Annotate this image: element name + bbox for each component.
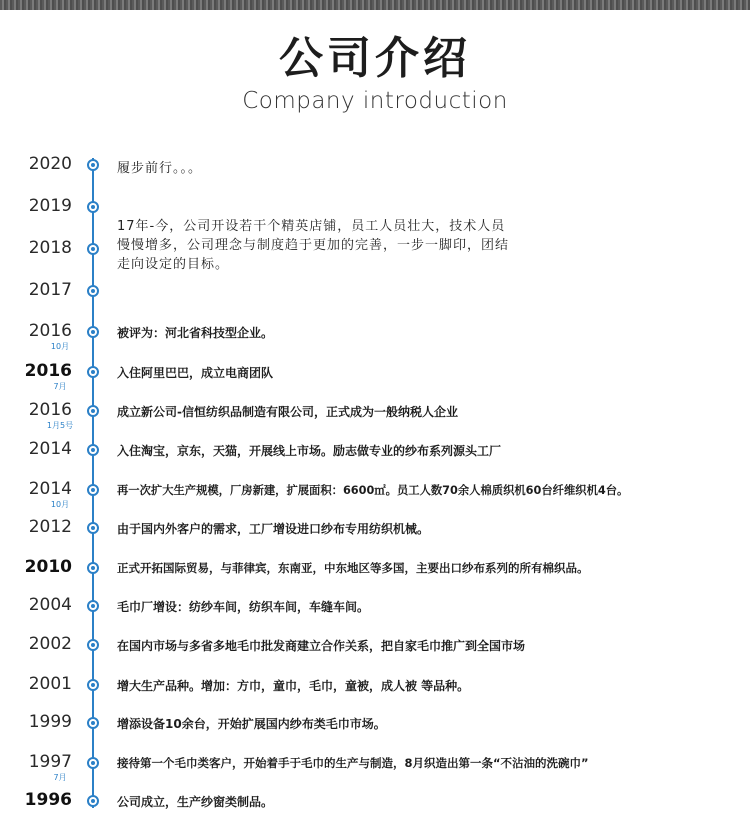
timeline-entry (0, 557, 750, 577)
timeline-dot-icon (87, 679, 99, 691)
timeline-subdate: 7月 (53, 382, 67, 391)
timeline-description: 入住阿里巴巴，成立电商团队 (117, 366, 274, 380)
timeline-dot-icon (87, 444, 99, 456)
timeline-year: 2014 (28, 439, 72, 459)
timeline-entry (0, 479, 750, 509)
timeline-dot-icon (87, 795, 99, 807)
timeline-year: 2019 (28, 196, 72, 216)
timeline-entry (0, 674, 750, 694)
timeline-entry (0, 790, 750, 810)
timeline-dot-icon (87, 757, 99, 769)
timeline-description: 被评为：河北省科技型企业。 (117, 326, 274, 340)
timeline-dot-icon (87, 326, 99, 338)
timeline-description: 毛巾厂增设：纺纱车间，纺织车间，车缝车间。 (117, 600, 370, 614)
timeline-description: 接待第一个毛巾类客户，开始着手于毛巾的生产与制造，8月织造出第一条“不沾油的洗碗巾” (117, 756, 589, 770)
timeline-entry (0, 712, 750, 732)
timeline-description: 入住淘宝，京东，天猫，开展线上市场。励志做专业的纱布系列源头工厂 (117, 444, 502, 458)
timeline-subdate: 10月 (50, 342, 70, 351)
timeline-year: 2016 (28, 400, 72, 420)
intro-line: 慢慢增多，公司理念与制度趋于更加的完善，一步一脚印，团结 (117, 238, 510, 253)
timeline-entry (0, 752, 750, 782)
page-title: 公司介绍 (279, 33, 471, 84)
timeline-description: 增添设备10余台，开始扩展国内纱布类毛巾市场。 (117, 717, 386, 731)
timeline-subdate: 7月 (53, 773, 67, 782)
timeline-dot-icon (87, 243, 99, 255)
timeline-description: 增大生产品种。增加：方巾，童巾，毛巾，童被，成人被 等品种。 (117, 679, 470, 693)
intro-paragraph (117, 217, 617, 274)
timeline-year: 2012 (28, 517, 72, 537)
timeline-year: 2018 (28, 238, 72, 258)
timeline-dot-icon (87, 201, 99, 213)
intro-line: 走向设定的目标。 (117, 257, 230, 272)
timeline-description: 履步前行。。。 (117, 161, 203, 176)
timeline-entry (0, 321, 750, 351)
timeline-entry (0, 154, 750, 176)
timeline-year: 2016 (28, 321, 72, 341)
timeline-year: 2004 (28, 595, 72, 615)
timeline-dot-icon (87, 600, 99, 612)
timeline-description: 由于国内外客户的需求，工厂增设进口纱布专用纺织机械。 (117, 522, 430, 536)
timeline-dot-icon (87, 562, 99, 574)
timeline-dot-icon (87, 717, 99, 729)
timeline-year: 2001 (28, 674, 72, 694)
timeline-entry (0, 634, 750, 654)
timeline-entry (0, 280, 750, 300)
timeline-description: 在国内市场与多省多地毛巾批发商建立合作关系，把自家毛巾推广到全国市场 (117, 639, 526, 653)
timeline-year: 2016 (24, 361, 72, 381)
timeline-year: 2014 (28, 479, 72, 499)
top-decorative-border (0, 0, 750, 10)
timeline-dot-icon (87, 285, 99, 297)
timeline-dot-icon (87, 484, 99, 496)
timeline-year: 2017 (28, 280, 72, 300)
timeline-year: 1997 (28, 752, 72, 772)
timeline-description: 正式开拓国际贸易，与菲律宾，东南亚，中东地区等多国，主要出口纱布系列的所有棉织品。 (117, 561, 589, 575)
timeline-year: 1996 (24, 790, 72, 810)
intro-line: 17年-今，公司开设若干个精英店铺，员工人员壮大，技术人员 (117, 219, 506, 234)
timeline-entry (0, 595, 750, 615)
timeline-dot-icon (87, 522, 99, 534)
timeline-entry (0, 439, 750, 459)
timeline-dot-icon (87, 159, 99, 171)
timeline-axis (92, 158, 94, 808)
timeline-dot-icon (87, 405, 99, 417)
timeline-year: 2002 (28, 634, 72, 654)
timeline-dot-icon (87, 366, 99, 378)
timeline-year: 2020 (28, 154, 72, 174)
timeline-year: 2010 (24, 557, 72, 577)
timeline-entry (0, 361, 750, 391)
timeline-entry (0, 517, 750, 537)
timeline-description: 公司成立，生产纱窗类制品。 (117, 795, 274, 809)
timeline-year: 1999 (28, 712, 72, 732)
timeline-entry (0, 196, 750, 216)
timeline-description: 再一次扩大生产规模，厂房新建，扩展面积：6600㎡。员工人数70余人棉质织机60台纤维织机4台。 (117, 484, 629, 497)
timeline-entry (0, 400, 750, 430)
timeline-dot-icon (87, 639, 99, 651)
page-subtitle: Company introduction (242, 88, 508, 114)
timeline-subdate: 1月5号 (46, 421, 74, 430)
timeline-subdate: 10月 (50, 500, 70, 509)
timeline-description: 成立新公司-信恒纺织品制造有限公司，正式成为一般纳税人企业 (117, 405, 458, 419)
